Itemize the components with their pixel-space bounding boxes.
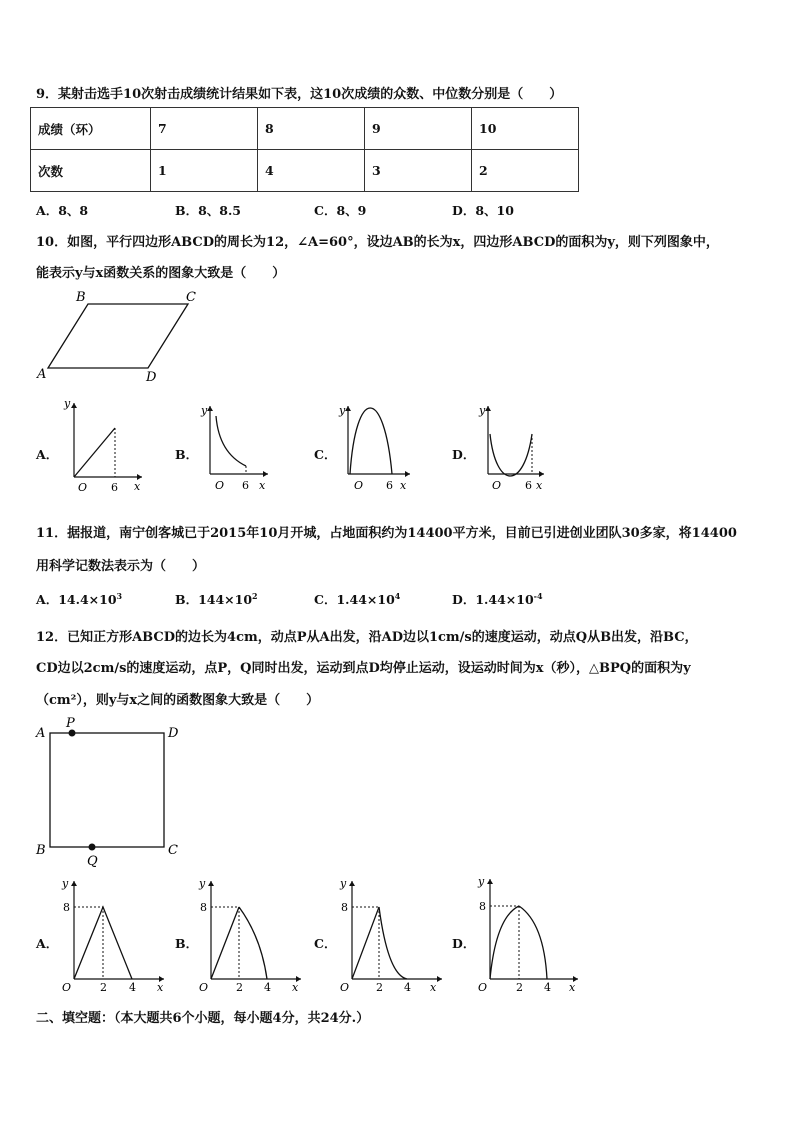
- tick-label: 6: [386, 479, 393, 492]
- tick-label: 4: [544, 981, 551, 994]
- axis-label: x: [259, 479, 266, 492]
- q12-stem-line3: （cm²），则y与x之间的函数图象大致是（ ）: [36, 693, 320, 708]
- table-cell: 4: [258, 150, 365, 192]
- axis-label: x: [430, 981, 437, 994]
- tick-label: 4: [264, 981, 271, 994]
- q10-option-a[interactable]: A．: [36, 447, 59, 462]
- parallelogram-figure: [36, 288, 201, 383]
- table-row: [31, 150, 579, 192]
- axis-label: x: [536, 479, 543, 492]
- q9-option-d[interactable]: D．8、10: [452, 203, 514, 218]
- option-text: C．1.44×10: [314, 592, 395, 607]
- option-exponent: -4: [533, 590, 543, 601]
- table-cell: 9: [365, 108, 472, 150]
- graph-line: [211, 907, 239, 979]
- origin-label: O: [215, 479, 225, 492]
- tick-label: 6: [525, 479, 532, 492]
- q12-stem-line1: 12．已知正方形ABCD的边长为4cm，动点P从A出发，沿AD边以1cm/s的速度运动，动点Q从B出发，沿BC，: [36, 630, 698, 645]
- tick-label: 6: [242, 479, 249, 492]
- square-figure: [30, 715, 190, 870]
- q12-graph-b: [195, 875, 310, 995]
- origin-label: O: [340, 981, 350, 994]
- q12-option-c[interactable]: C．: [314, 936, 337, 951]
- tick-label: 4: [404, 981, 411, 994]
- q9-option-b[interactable]: B．8、8.5: [175, 203, 242, 218]
- q11-stem-line2: 用科学记数法表示为（ ）: [36, 559, 206, 574]
- q10-stem-line1: 10．如图，平行四边形ABCD的周长为12，∠A=60°，设边AB的长为x，四边形ABCD的面积为y，则下列图象中，: [36, 235, 719, 250]
- q12-option-d[interactable]: D．: [452, 936, 476, 951]
- option-text: B．144×10: [175, 592, 253, 607]
- graph-line: [352, 907, 379, 979]
- table-cell: 8: [258, 108, 365, 150]
- axis-label: x: [134, 480, 141, 493]
- axis-label: y: [62, 877, 69, 890]
- vertex-label: D: [146, 370, 157, 383]
- q10-stem-line2: 能表示y与x函数关系的图象大致是（ ）: [36, 266, 286, 281]
- q12-option-a[interactable]: A．: [36, 936, 59, 951]
- q12-graph-c: [336, 875, 451, 995]
- q12-graph-a: [58, 875, 173, 995]
- q10-option-c[interactable]: C．: [314, 447, 337, 462]
- q11-option-b[interactable]: [175, 590, 258, 608]
- q10-graph-b: [196, 398, 276, 496]
- axis-label: y: [340, 877, 347, 890]
- axis-label: y: [479, 404, 486, 417]
- axis-label: x: [400, 479, 407, 492]
- q11-stem-line1: 11．据报道，南宁创客城已于2015年10月开城，占地面积约为14400平方米，目前已引进创业团队30多家，将14400: [36, 526, 737, 541]
- tick-label: 8: [479, 900, 486, 913]
- graph-line: [74, 428, 115, 477]
- table-cell: 7: [151, 108, 258, 150]
- vertex-label: P: [66, 716, 75, 731]
- tick-label: 2: [376, 981, 383, 994]
- vertex-label: B: [36, 843, 46, 858]
- origin-label: O: [78, 481, 88, 494]
- tick-label: 2: [100, 981, 107, 994]
- q9-option-a[interactable]: A．8、8: [36, 203, 89, 218]
- graph-curve: [239, 907, 267, 979]
- origin-label: O: [354, 479, 364, 492]
- parallelogram-shape: [48, 304, 188, 368]
- origin-label: O: [62, 981, 72, 994]
- graph-curve: [379, 907, 407, 979]
- q11-option-a[interactable]: [36, 590, 122, 608]
- axis-label: y: [64, 397, 71, 410]
- table-cell: 10: [472, 108, 579, 150]
- axis-label: y: [478, 875, 485, 888]
- point-q: [89, 844, 96, 851]
- origin-label: O: [478, 981, 488, 994]
- option-text: A．14.4×10: [36, 592, 117, 607]
- q9-stem: 9．某射击选手10次射击成绩统计结果如下表，这10次成绩的众数、中位数分别是（ ）: [36, 87, 563, 102]
- graph-curve: [490, 906, 519, 979]
- graph-curve: [490, 434, 532, 476]
- tick-label: 2: [236, 981, 243, 994]
- table-cell: 2: [472, 150, 579, 192]
- q10-graph-d: [474, 398, 554, 496]
- q10-graph-c: [334, 398, 419, 496]
- tick-label: 8: [341, 901, 348, 914]
- tick-label: 2: [516, 981, 523, 994]
- score-table: [30, 107, 579, 192]
- square-shape: [50, 733, 164, 847]
- tick-label: 6: [111, 481, 118, 494]
- q12-stem-line2: CD边以2cm/s的速度运动，点P，Q同时出发，运动到点D均停止运动，设运动时间为x（秒），△BPQ的面积为y: [36, 661, 691, 676]
- vertex-label: Q: [87, 854, 98, 869]
- axis-label: y: [339, 404, 346, 417]
- vertex-label: A: [37, 367, 47, 382]
- row-header: 次数: [31, 150, 151, 192]
- table-cell: 3: [365, 150, 472, 192]
- row-header: 成绩（环）: [31, 108, 151, 150]
- graph-curve: [350, 408, 392, 474]
- axis-label: y: [201, 404, 208, 417]
- graph-curve: [216, 416, 246, 466]
- vertex-label: C: [186, 290, 196, 305]
- section-title: 二、填空题：（本大题共6个小题，每小题4分，共24分.）: [36, 1011, 370, 1026]
- vertex-label: C: [168, 843, 178, 858]
- q11-option-d[interactable]: [452, 590, 543, 608]
- axis-label: x: [292, 981, 299, 994]
- option-exponent: 2: [252, 590, 258, 601]
- q12-option-b[interactable]: B．: [175, 936, 199, 951]
- tick-label: 8: [63, 901, 70, 914]
- option-text: D．1.44×10: [452, 592, 534, 607]
- origin-label: O: [199, 981, 209, 994]
- vertex-label: B: [76, 290, 86, 305]
- option-exponent: 3: [116, 590, 123, 601]
- graph-curve: [519, 906, 547, 979]
- option-exponent: 4: [394, 590, 401, 601]
- q12-graph-d: [474, 873, 589, 995]
- axis-label: x: [569, 981, 576, 994]
- vertex-label: A: [36, 726, 46, 741]
- q11-option-c[interactable]: [314, 590, 400, 608]
- q10-option-d[interactable]: D．: [452, 447, 476, 462]
- axis-label: x: [157, 981, 164, 994]
- q9-option-c[interactable]: C．8、9: [314, 203, 367, 218]
- table-cell: 1: [151, 150, 258, 192]
- q10-option-b[interactable]: B．: [175, 447, 199, 462]
- table-row: [31, 108, 579, 150]
- q10-graph-a: [58, 395, 148, 495]
- origin-label: O: [492, 479, 502, 492]
- tick-label: 4: [129, 981, 136, 994]
- vertex-label: D: [168, 726, 179, 741]
- axis-label: y: [199, 877, 206, 890]
- tick-label: 8: [200, 901, 207, 914]
